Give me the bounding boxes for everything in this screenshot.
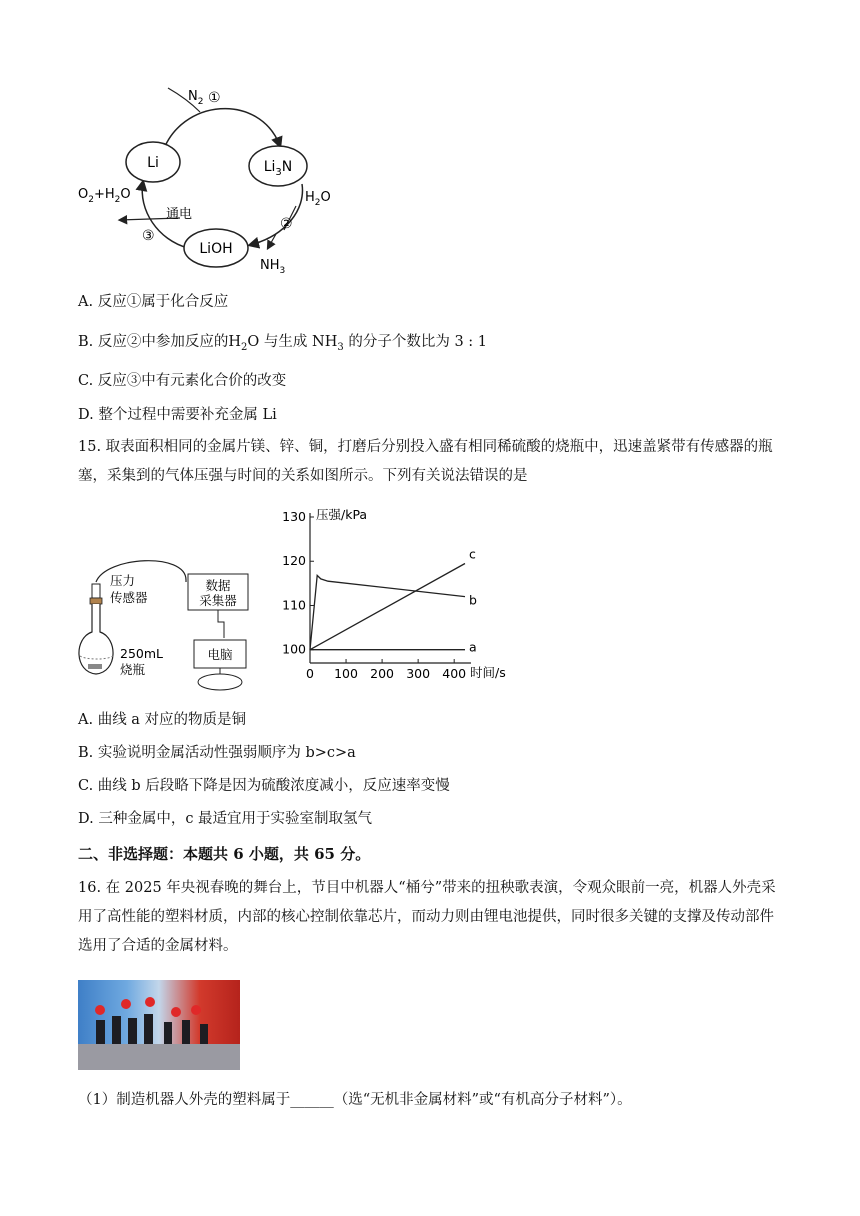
q14-option-d: D. 整个过程中需要补充金属 Li (78, 407, 277, 423)
q14-option-c: C. 反应③中有元素化合价的改变 (78, 373, 287, 389)
node-li3n-label: $Li_3N$ (263, 159, 293, 178)
flask-label-1: 250mL (120, 646, 163, 661)
chart-series-line-b (310, 575, 465, 649)
q15-option-b: B. 实验说明金属活动性强弱顺序为 b>c>a (78, 745, 356, 761)
chart-series-label-b: b (469, 592, 477, 608)
node-li3n (249, 146, 307, 186)
cycle-arc-right (250, 184, 302, 245)
q16-sub-question-1: （1）制造机器人外壳的塑料属于______（选“无机非金属材料”或“有机高分子材料”）。 (78, 1092, 632, 1108)
step-2-label: ② (280, 216, 293, 232)
step-1-label: ① (208, 90, 221, 106)
q15-option-c: C. 曲线 b 后段略下降是因为硫酸浓度减小，反应速率变慢 (78, 778, 450, 794)
q16-stem: 16. 在 2025 年央视春晚的舞台上，节目中机器人“桶兮”带来的扭秧歌表演，令观众眼前一亮，机器人外壳采用了高性能的塑料材质，内部的核心控制依靠芯片，而动力则由锂电池提供，同时很多关键的支撑及传动部件选用了合适的金属材料。 (78, 880, 776, 954)
chart-y-tick-label: 110 (282, 597, 306, 613)
q14-option-b: B. 反应②中参加反应的$H_2O$ 与生成 $NH_3$ 的分子个数比为 3 : 1 (78, 334, 488, 353)
q15-option-a: A. 曲线 a 对应的物质是铜 (78, 712, 247, 728)
o2-h2o-label: $O_2+H_2O$ (78, 187, 131, 205)
flask-label-2: 烧瓶 (120, 662, 146, 677)
robot-dance-photo (78, 980, 240, 1070)
apparatus-diagram (76, 560, 276, 695)
electrify-label: 通电 (166, 207, 193, 222)
section-heading: 二、非选择题：本题共 6 小题，共 65 分。 (78, 845, 371, 863)
chart-y-tick-label: 120 (282, 553, 306, 569)
pressure-sensor (92, 584, 100, 598)
node-lioh-label: LiOH (199, 241, 233, 257)
h2o-label: $H_2O$ (305, 190, 331, 208)
chart-x-tick-label: 300 (406, 666, 431, 681)
flask (79, 604, 113, 674)
node-li-label: Li (147, 155, 159, 171)
chart-x-axis-label: 时间/s (470, 665, 506, 680)
chart-x-tick-label: 100 (334, 666, 358, 681)
reaction-cycle-diagram (70, 80, 370, 280)
sensor-label-2: 传感器 (110, 590, 148, 605)
chart-y-axis-label: 压强/kPa (316, 507, 368, 522)
q15-option-d: D. 三种金属中，c 最适宜用于实验室制取氢气 (78, 811, 373, 827)
collector-label-2: 采集器 (199, 593, 237, 608)
chart-x-tick-label: 400 (442, 666, 467, 681)
pressure-time-chart (270, 500, 530, 695)
chart-series-line-c (310, 564, 465, 650)
chart-series-label-a: a (469, 639, 477, 655)
chart-y-tick-label: 100 (282, 641, 306, 657)
cycle-arc-top (162, 109, 280, 154)
step-3-label: ③ (142, 228, 155, 244)
nh3-label: $NH_3$ (260, 258, 286, 276)
n2-label: $N_2$ (188, 89, 204, 107)
sensor-label-1: 压力 (110, 573, 136, 588)
chart-y-tick-label: 130 (282, 509, 306, 524)
collector-label-1: 数据 (205, 578, 231, 593)
computer-label: 电脑 (207, 647, 233, 662)
chart-series-label-c: c (469, 546, 476, 562)
q15-stem: 15. 取表面积相同的金属片镁、锌、铜，打磨后分别投入盛有相同稀硫酸的烧瓶中，迅速盖紧带有传感器的瓶塞，采集到的气体压强与时间的关系如图所示。下列有关说法错误的是 (78, 439, 773, 484)
q14-option-a: A. 反应①属于化合反应 (78, 294, 229, 310)
chart-x-tick-label: 0 (306, 666, 314, 681)
chart-x-tick-label: 200 (370, 666, 395, 681)
